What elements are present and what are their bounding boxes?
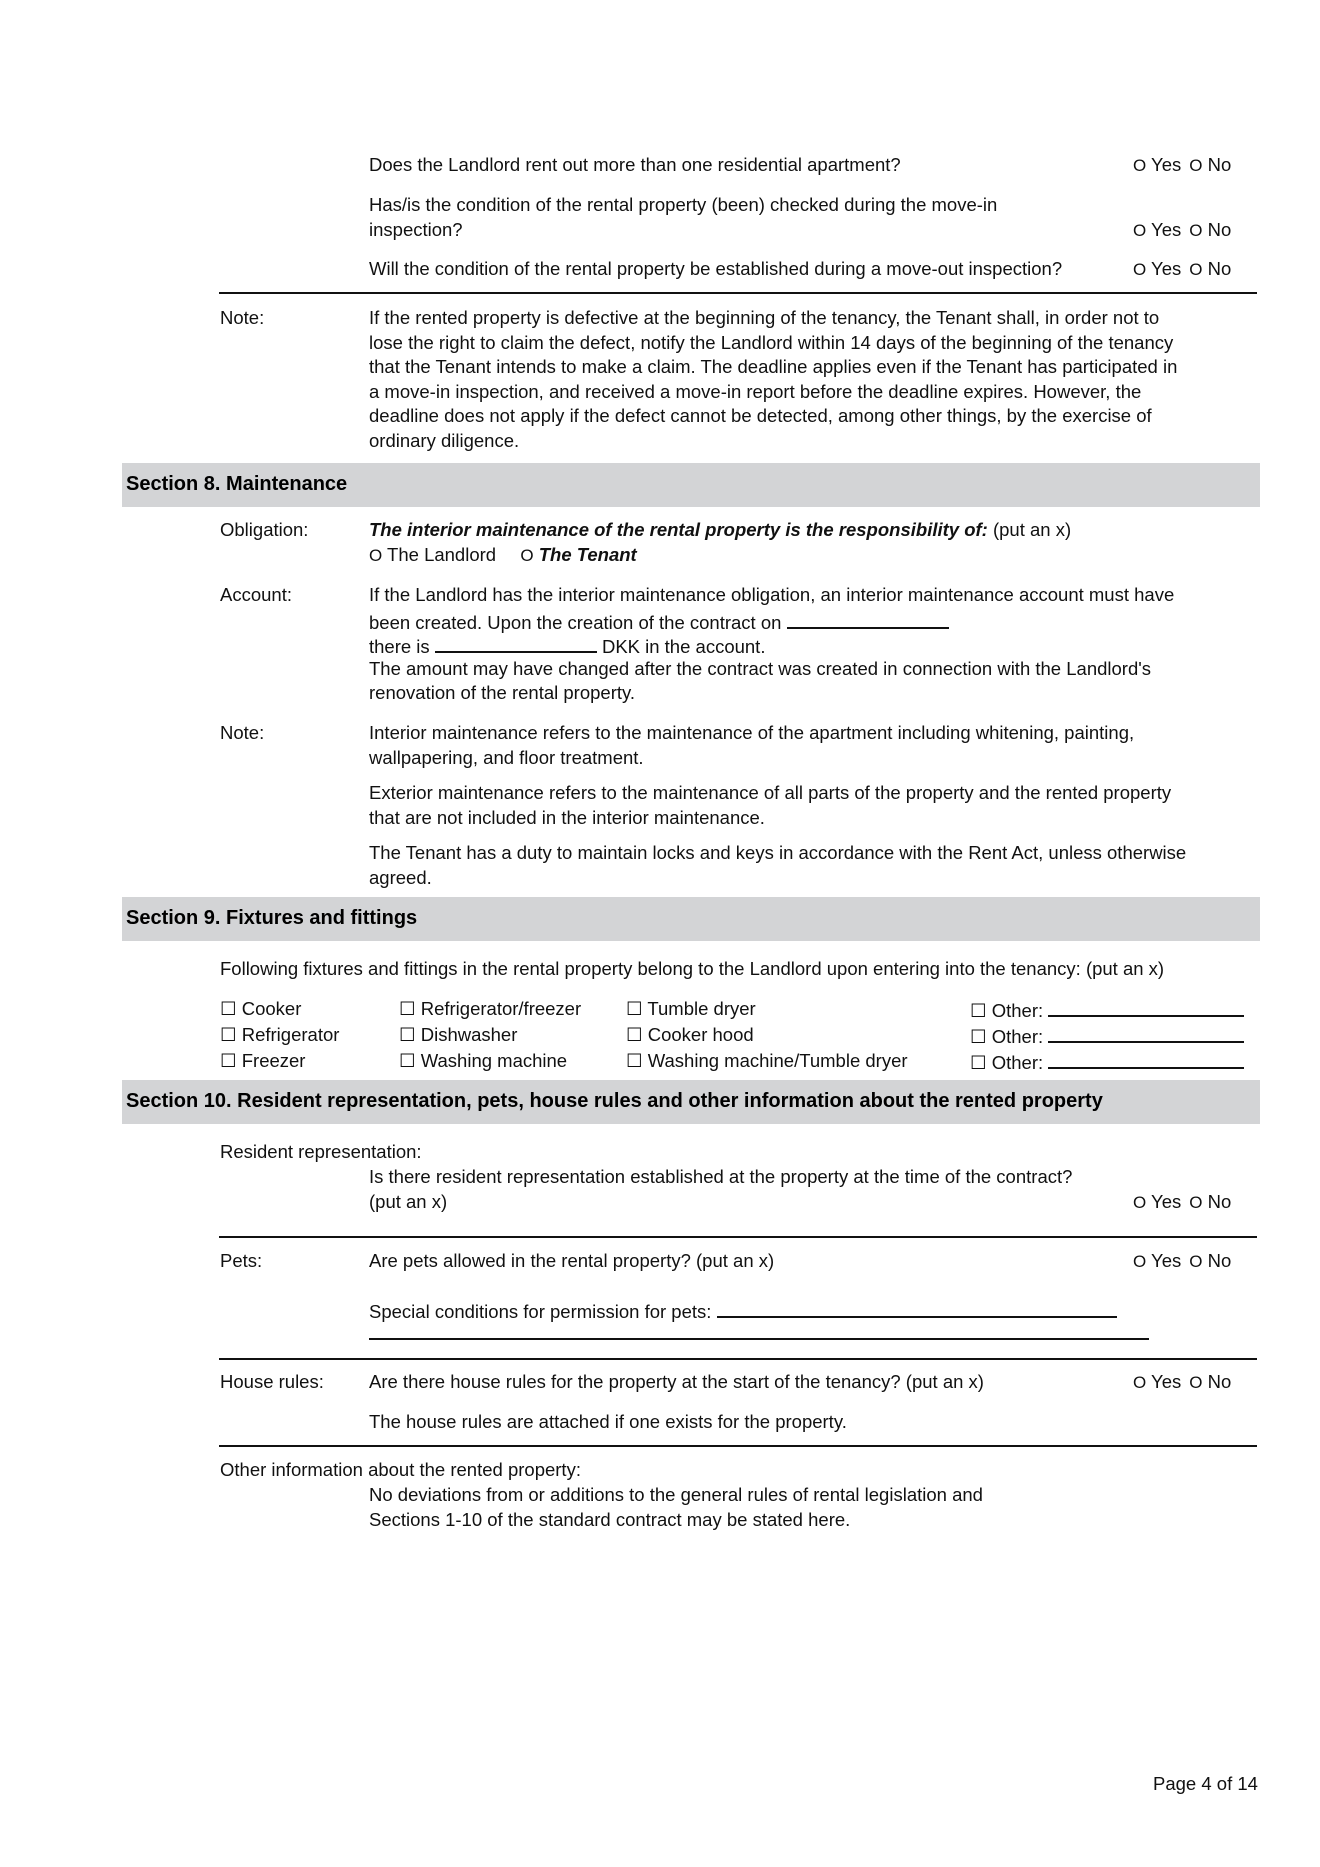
yes-no-resident-representation <box>1133 1190 1231 1216</box>
radio-circle-icon: O <box>1189 156 1203 175</box>
checkbox-icon: ☐ <box>399 1024 416 1045</box>
account-text: renovation of the rental property. <box>369 682 636 703</box>
radio-circle-icon: O <box>1133 1373 1147 1392</box>
section-title: Section 8. Maintenance <box>126 473 348 495</box>
radio-circle-icon: O <box>1133 1252 1147 1271</box>
note-locks: agreed. <box>369 866 432 888</box>
radio-yes[interactable]: O Yes <box>1133 258 1182 279</box>
note-line: ordinary diligence. <box>369 429 520 451</box>
radio-tenant[interactable]: O The Tenant <box>520 544 637 565</box>
account-text: If the Landlord has the interior maintenance obligation, an interior maintenance account must have <box>369 584 1175 605</box>
checkbox-icon: ☐ <box>970 1000 987 1021</box>
radio-circle-icon: O <box>520 546 534 565</box>
checkbox-dishwasher[interactable]: ☐ Dishwasher <box>399 1024 518 1045</box>
account-text: there is DKK in the account. <box>369 632 765 660</box>
checkbox-other[interactable]: ☐ Other: <box>970 996 1244 1024</box>
note-label: Note: <box>220 722 265 743</box>
note-line: deadline does not apply if the defect cannot be detected, among other things, by the exercise of <box>369 405 1152 426</box>
account-text: The amount may have changed after the contract was created in connection with the Landlord's <box>369 657 1152 679</box>
note-locks: The Tenant has a duty to maintain locks and keys in accordance with the Rent Act, unless otherwise <box>369 842 1187 863</box>
radio-circle-icon: O <box>1133 260 1147 279</box>
section-8-header <box>122 463 1260 507</box>
checkbox-icon: ☐ <box>626 998 643 1019</box>
divider <box>219 1358 1257 1360</box>
checkbox-icon: ☐ <box>399 1050 416 1071</box>
checkbox-washing-machine[interactable]: ☐ Washing machine <box>399 1050 568 1071</box>
radio-circle-icon: O <box>1189 1373 1203 1392</box>
checkbox-icon: ☐ <box>626 1050 643 1071</box>
radio-yes[interactable]: O Yes <box>1133 1371 1182 1392</box>
question-landlord-multiple-apartments: Does the Landlord rent out more than one residential apartment? <box>369 154 901 175</box>
radio-circle-icon: O <box>1133 1193 1147 1212</box>
note-interior: Interior maintenance refers to the maintenance of the apartment including whitening, painting, <box>369 722 1135 743</box>
radio-yes[interactable]: O Yes <box>1133 1191 1182 1212</box>
account-label: Account: <box>220 584 292 605</box>
divider <box>219 1236 1257 1238</box>
yes-no-landlord-multiple-apartments <box>1133 153 1231 179</box>
pets-label: Pets: <box>220 1250 263 1271</box>
checkbox-icon: ☐ <box>399 998 416 1019</box>
pets-special-conditions: Special conditions for permission for pets: <box>369 1297 1117 1325</box>
section-title: Section 9. Fixtures and fittings <box>126 907 418 929</box>
question-move-out-inspection: Will the condition of the rental property be established during a move-out inspection? <box>369 258 1063 279</box>
radio-no[interactable]: O No <box>1189 1191 1232 1212</box>
house-rules-note: The house rules are attached if one exists for the property. <box>369 1411 847 1432</box>
radio-no[interactable]: O No <box>1189 219 1232 240</box>
other-information-text: Sections 1-10 of the standard contract may be stated here. <box>369 1508 851 1530</box>
note-line: If the rented property is defective at the beginning of the tenancy, the Tenant shall, in order not to <box>369 307 1160 328</box>
radio-circle-icon: O <box>1133 221 1147 240</box>
checkbox-refrigerator[interactable]: ☐ Refrigerator <box>220 1024 340 1045</box>
checkbox-refrigerator-freezer[interactable]: ☐ Refrigerator/freezer <box>399 998 582 1019</box>
fixtures-intro: Following fixtures and fittings in the rental property belong to the Landlord upon entering into the tenancy: (put an x) <box>220 958 1165 979</box>
radio-circle-icon: O <box>1189 260 1203 279</box>
other-information-label: Other information about the rented property: <box>220 1459 581 1480</box>
question-move-in-inspection-line1: Has/is the condition of the rental property (been) checked during the move-in <box>369 194 998 215</box>
checkbox-icon: ☐ <box>970 1052 987 1073</box>
radio-circle-icon: O <box>1189 1193 1203 1212</box>
account-amount-field[interactable] <box>435 632 597 653</box>
note-interior: wallpapering, and floor treatment. <box>369 746 644 768</box>
radio-circle-icon: O <box>1189 221 1203 240</box>
section-title: Section 10. Resident representation, pets, house rules and other information about the rented property <box>126 1090 1103 1112</box>
note-line: that the Tenant intends to make a claim. The deadline applies even if the Tenant has participated in <box>369 356 1178 377</box>
obligation-options <box>369 543 637 569</box>
obligation-label: Obligation: <box>220 519 309 540</box>
note-line: a move-in inspection, and received a move-in report before the deadline expires. However, the <box>369 380 1142 402</box>
checkbox-cooker-hood[interactable]: ☐ Cooker hood <box>626 1024 754 1045</box>
account-text: been created. Upon the creation of the contract on <box>369 608 949 636</box>
obligation-question: The interior maintenance of the rental property is the responsibility of: (put an x) <box>369 519 1072 540</box>
radio-no[interactable]: O No <box>1189 1250 1232 1271</box>
radio-circle-icon: O <box>1133 156 1147 175</box>
checkbox-cooker[interactable]: ☐ Cooker <box>220 998 302 1019</box>
radio-circle-icon: O <box>369 546 383 565</box>
divider <box>219 292 1257 294</box>
yes-no-house-rules <box>1133 1370 1231 1396</box>
radio-landlord[interactable]: O The Landlord <box>369 544 497 565</box>
page-number: Page 4 of 14 <box>1153 1773 1258 1794</box>
yes-no-move-in-inspection <box>1133 218 1231 244</box>
radio-no[interactable]: O No <box>1189 154 1232 175</box>
checkbox-icon: ☐ <box>970 1026 987 1047</box>
divider <box>219 1445 1257 1447</box>
resident-question: (put an x) <box>369 1191 448 1212</box>
section-10-header <box>122 1080 1260 1124</box>
pets-conditions-field[interactable] <box>717 1297 1117 1318</box>
section-9-header <box>122 897 1260 941</box>
other-information-text: No deviations from or additions to the general rules of rental legislation and <box>369 1484 983 1505</box>
checkbox-icon: ☐ <box>220 998 237 1019</box>
note-exterior: that are not included in the interior maintenance. <box>369 806 765 828</box>
note-exterior: Exterior maintenance refers to the maintenance of all parts of the property and the rented property <box>369 782 1172 803</box>
pets-conditions-field-line2[interactable] <box>369 1338 1149 1340</box>
radio-yes[interactable]: O Yes <box>1133 1250 1182 1271</box>
house-rules-label: House rules: <box>220 1371 324 1392</box>
checkbox-icon: ☐ <box>220 1024 237 1045</box>
pets-question: Are pets allowed in the rental property? (put an x) <box>369 1250 775 1271</box>
house-rules-question: Are there house rules for the property at the start of the tenancy? (put an x) <box>369 1371 984 1392</box>
checkbox-washer-dryer[interactable]: ☐ Washing machine/Tumble dryer <box>626 1050 908 1071</box>
radio-yes[interactable]: O Yes <box>1133 154 1182 175</box>
radio-yes[interactable]: O Yes <box>1133 219 1182 240</box>
contract-date-field[interactable] <box>787 608 949 629</box>
checkbox-icon: ☐ <box>626 1024 643 1045</box>
note-line: lose the right to claim the defect, notify the Landlord within 14 days of the beginning of the tenancy <box>369 331 1174 353</box>
resident-question: Is there resident representation established at the property at the time of the contract? <box>369 1166 1073 1187</box>
checkbox-other[interactable]: ☐ Other: <box>970 1048 1244 1076</box>
resident-representation-label: Resident representation: <box>220 1141 422 1162</box>
other-fixture-field[interactable] <box>1048 1022 1244 1043</box>
question-move-in-inspection-line2: inspection? <box>369 219 463 240</box>
other-fixture-field[interactable] <box>1048 996 1244 1017</box>
yes-no-move-out-inspection <box>1133 257 1231 283</box>
other-fixture-field[interactable] <box>1048 1048 1244 1069</box>
radio-circle-icon: O <box>1189 1252 1203 1271</box>
yes-no-pets <box>1133 1249 1231 1275</box>
note-label: Note: <box>220 307 265 328</box>
checkbox-freezer[interactable]: ☐ Freezer <box>220 1050 306 1071</box>
radio-no[interactable]: O No <box>1189 258 1232 279</box>
radio-no[interactable]: O No <box>1189 1371 1232 1392</box>
checkbox-icon: ☐ <box>220 1050 237 1071</box>
checkbox-other[interactable]: ☐ Other: <box>970 1022 1244 1050</box>
checkbox-tumble-dryer[interactable]: ☐ Tumble dryer <box>626 998 756 1019</box>
